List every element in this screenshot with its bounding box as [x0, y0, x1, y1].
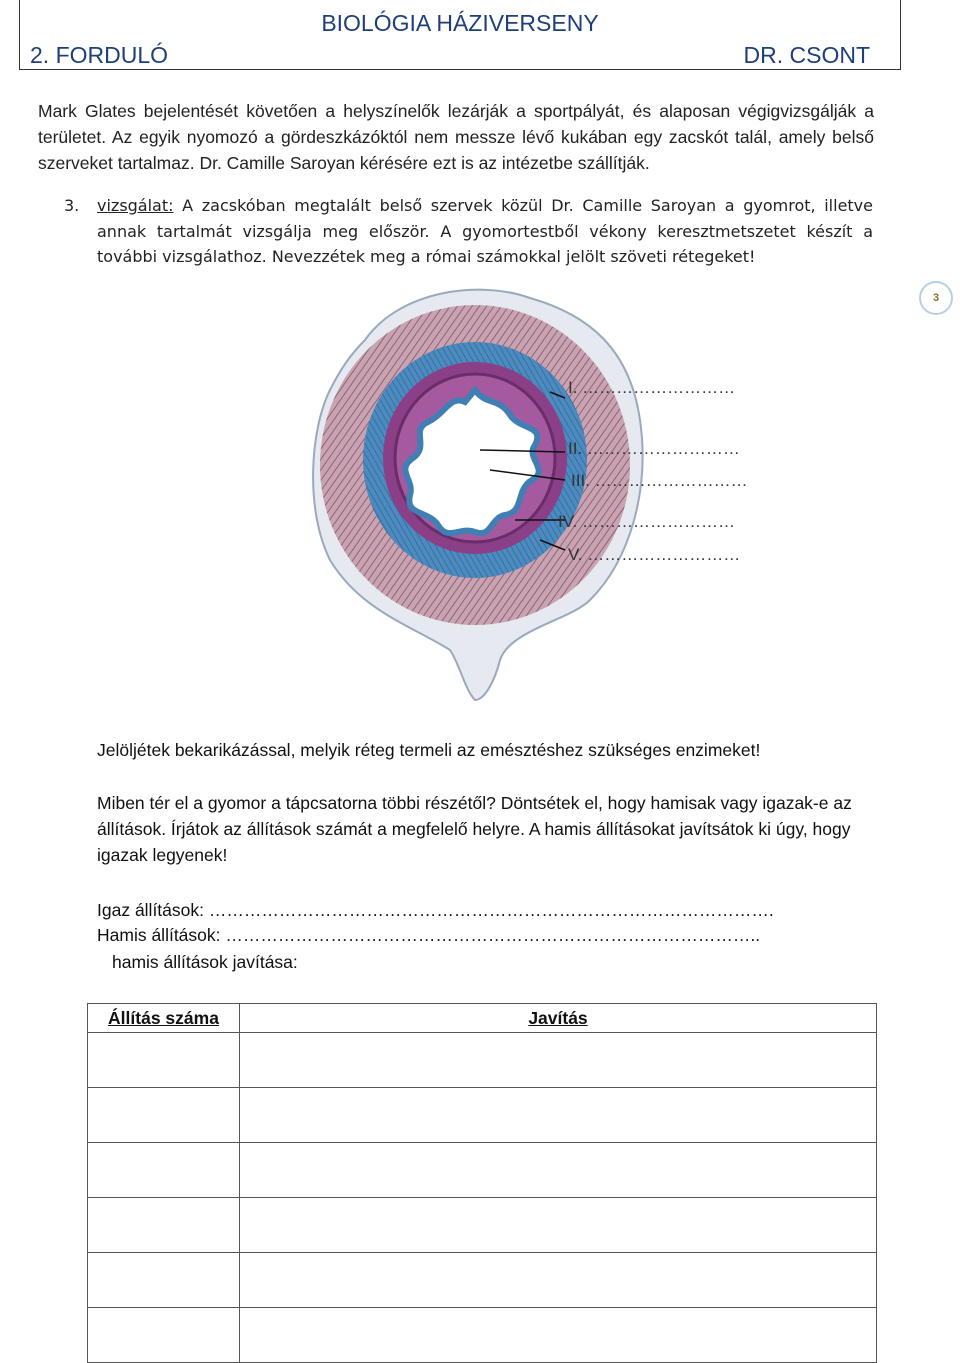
intro-paragraph: Mark Glates bejelentését követően a helyszínelők lezárják a sportpályát, és alaposan végigvizsgálják a területet. Az egyik nyomozó a gördeszkázóktól nem messze lévő kukában egy zacskót talál, amely belső szerveket tartalmaz. Dr. Camille Saroyan kérésére ezt is az intézetbe szállítják. [38, 101, 874, 173]
table-row [88, 1143, 877, 1198]
cell-correction[interactable] [240, 1308, 877, 1363]
cell-correction[interactable] [240, 1033, 877, 1088]
cell-number[interactable] [88, 1143, 240, 1198]
question-statements: Miben tér el a gyomor a tápcsatorna többi részétől? Döntsétek el, hogy hamisak vagy igazak-e az állítások. Írjátok az állítások számát a megfelelő helyre. A hamis állításokat javítsátok ki úgy, hogy igazak legyenek! [97, 793, 852, 865]
page-number-badge: 3 [919, 281, 953, 315]
cell-number[interactable] [88, 1308, 240, 1363]
task-text: A zacskóban megtalált belső szervek közül Dr. Camille Saroyan a gyomrot, illetve annak tartalmát vizsgálja meg először. A gyomortestből vékony keresztmetszetet készít a további vizsgálathoz. Nevezzétek meg a római számokkal jelölt szöveti rétegeket! [97, 196, 873, 266]
layer-label-1: I. ……………………… [568, 378, 736, 397]
table-row [88, 1253, 877, 1308]
cell-correction[interactable] [240, 1088, 877, 1143]
cell-number[interactable] [88, 1088, 240, 1143]
header-title: BIOLÓGIA HÁZIVERSENY [321, 10, 599, 36]
layer-label-4: IV. ……………………… [558, 512, 735, 531]
stomach-cross-section-image [270, 280, 730, 710]
question-enzyme: Jelöljétek bekarikázással, melyik réteg termeli az emésztéshez szükséges enzimeket! [97, 740, 761, 760]
layer-label-3: III. ……………………… [571, 471, 748, 490]
table-row [88, 1198, 877, 1253]
header-topic: DR. CSONT [743, 42, 870, 68]
table-row [88, 1033, 877, 1088]
table-row [88, 1308, 877, 1363]
cell-number[interactable] [88, 1033, 240, 1088]
corrections-heading: hamis állítások javítása: [112, 952, 298, 972]
col-statement-number: Állítás száma [88, 1004, 240, 1033]
layer-label-5: V. ……………………… [568, 545, 741, 564]
true-statements-line[interactable]: Igaz állítások: ……………………………………………………………………………………. [97, 900, 774, 920]
corrections-table [87, 1003, 877, 1363]
cell-correction[interactable] [240, 1253, 877, 1308]
cell-correction[interactable] [240, 1198, 877, 1253]
cell-number[interactable] [88, 1253, 240, 1308]
layer-label-2: II. ……………………… [568, 439, 740, 458]
header-box [19, 0, 901, 70]
table-header-row [88, 1004, 877, 1033]
cell-correction[interactable] [240, 1143, 877, 1198]
col-correction: Javítás [240, 1004, 877, 1033]
table-row [88, 1088, 877, 1143]
false-statements-line[interactable]: Hamis állítások: ……………………………………………………………………………….. [97, 925, 761, 945]
cell-number[interactable] [88, 1198, 240, 1253]
header-round: 2. FORDULÓ [30, 42, 169, 68]
task-paragraph [64, 193, 873, 270]
task-label: vizsgálat: [97, 196, 174, 215]
task-number: 3. [64, 196, 80, 215]
